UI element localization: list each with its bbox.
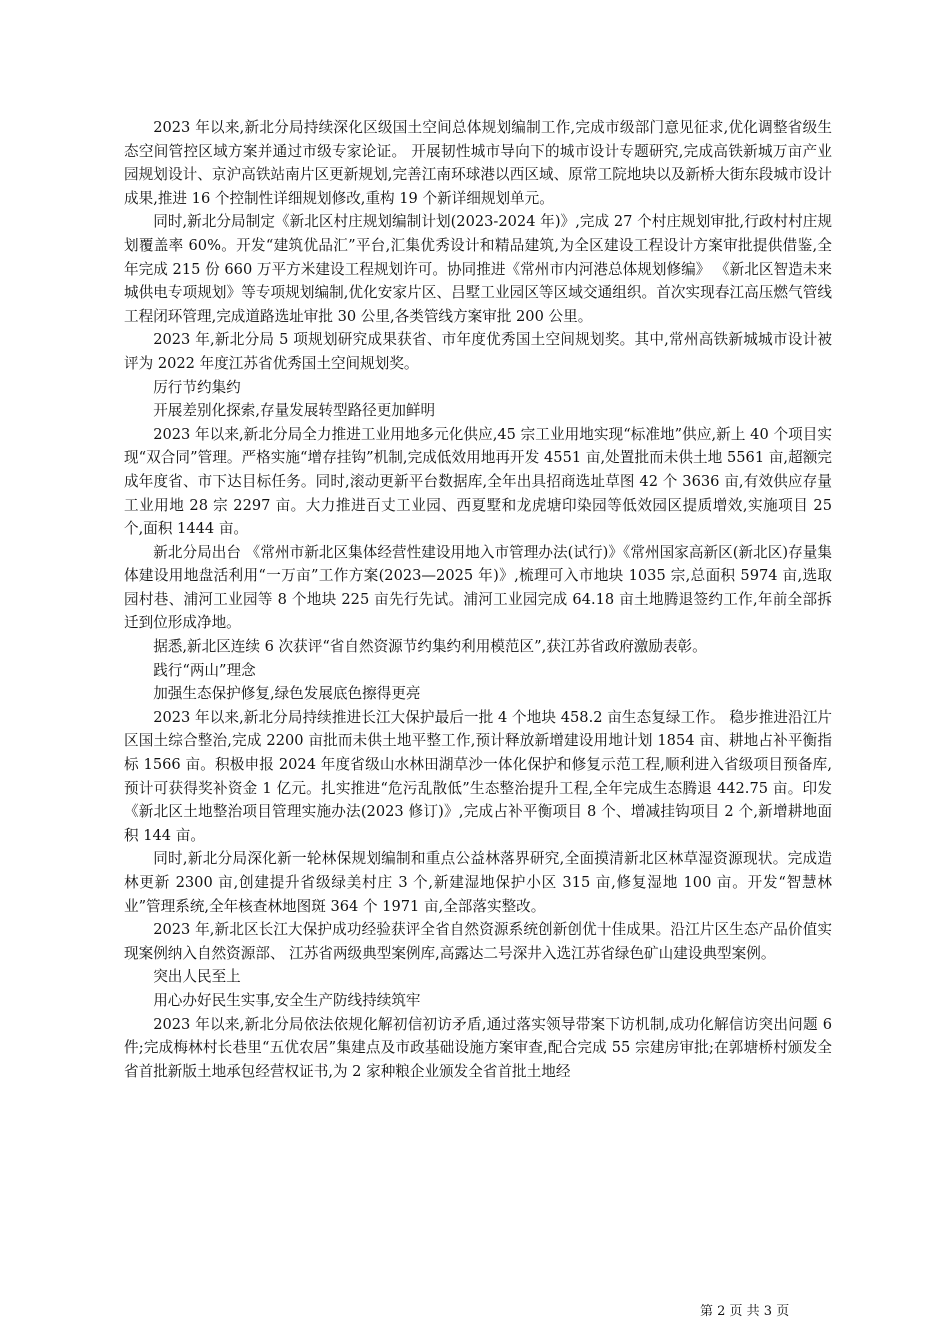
paragraph: 新北分局出台 《常州市新北区集体经营性建设用地入市管理办法(试行)》《常州国家高新区(新北区)存量集体建设用地盘活利用“一万亩”工作方案(2023—2025 年)》,梳理可入市地块 1035 宗,总面积 5974 亩,选取园村巷、浦河工业园等 8 个地块 225 亩先行先试。浦河工业园完成 64.18 亩土地腾退签约工作,年前全部拆迁到位形成净地。 [124, 543, 832, 632]
document-body [124, 116, 832, 1083]
paragraph: 2023 年以来,新北分局全力推进工业用地多元化供应,45 宗工业用地实现“标准地”供应,新上 40 个项目实现“双合同”管理。严格实施“增存挂钩”机制,完成低效用地再开发 4551 亩,处置批而未供土地 5561 亩,超额完成年度省、市下达目标任务。同时,滚动更新平台数据库,全年出具招商选址草图 42 个 3636 亩,有效供应存量工业用地 28 宗 2297 亩。大力推进百丈工业园、西夏墅和龙虎塘印染园等低效园区提质增效,实施项目 25 个,面积 1444 亩。 [124, 425, 832, 538]
section-heading: 突出人民至上 [153, 968, 241, 986]
section-subheading: 用心办好民生实事,安全生产防线持续筑牢 [153, 991, 421, 1009]
page-number-footer: 第 2 页 共 3 页 [700, 1304, 790, 1319]
paragraph: 2023 年以来,新北分局持续深化区级国土空间总体规划编制工作,完成市级部门意见征求,优化调整省级生态空间管控区域方案并通过市级专家论证。 开展韧性城市导向下的城市设计专题研究,完成高铁新城万亩产业园规划设计、京沪高铁站南片区更新规划,完善江南环球港以西区域、原常工院地块以及新桥大街东段城市设计成果,推进 16 个控制性详细规划修改,重构 19 个新详细规划单元。 [124, 119, 832, 207]
section-subheading: 开展差别化探索,存量发展转型路径更加鲜明 [153, 402, 436, 420]
paragraph: 同时,新北分局深化新一轮林保规划编制和重点公益林落界研究,全面摸清新北区林草湿资源现状。完成造林更新 2300 亩,创建提升省级绿美村庄 3 个,新建湿地保护小区 315 亩,修复湿地 100 亩。开发“智慧林业”管理系统,全年核查林地图斑 364 个 1971 亩,全部落实整改。 [124, 850, 832, 915]
paragraph: 2023 年以来,新北分局持续推进长江大保护最后一批 4 个地块 458.2 亩生态复绿工作。 稳步推进沿江片区国土综合整治,完成 2200 亩批而未供土地平整工作,预计释放新增建设用地计划 1854 亩、耕地占补平衡指标 1566 亩。积极申报 2024 年度省级山水林田湖草沙一体化保护和修复示范工程,顺利进入省级项目预备库,预计可获得奖补资金 1 亿元。扎实推进“危污乱散低”生态整治提升工程,全年完成生态腾退 442.75 亩。印发《新北区土地整治项目管理实施办法(2023 修订)》,完成占补平衡项目 8 个、增减挂钩项目 2 个,新增耕地面积 144 亩。 [124, 708, 832, 844]
paragraph: 2023 年以来,新北分局依法依规化解初信初访矛盾,通过落实领导带案下访机制,成功化解信访突出问题 6 件;完成梅林村长巷里“五优农居”集建点及市政基础设施方案审查,配合完成 55 宗建房审批;在郭塘桥村颁发全省首批新版土地承包经营权证书,为 2 家种粮企业颁发全省首批土地经 [124, 1015, 832, 1080]
paragraph: 2023 年,新北区长江大保护成功经验获评全省自然资源系统创新创优十佳成果。沿江片区生态产品价值实现案例纳入自然资源部、 江苏省两级典型案例库,高露达二号深井入选江苏省绿色矿山建设典型案例。 [124, 921, 832, 962]
paragraph: 据悉,新北区连续 6 次获评“省自然资源节约集约利用模范区”,获江苏省政府激励表彰。 [153, 638, 707, 656]
section-heading: 践行“两山”理念 [153, 661, 256, 679]
section-heading: 厉行节约集约 [153, 378, 241, 396]
section-subheading: 加强生态保护修复,绿色发展底色擦得更亮 [153, 685, 421, 703]
paragraph: 2023 年,新北分局 5 项规划研究成果获省、市年度优秀国土空间规划奖。其中,常州高铁新城城市设计被评为 2022 年度江苏省优秀国土空间规划奖。 [124, 331, 832, 372]
paragraph: 同时,新北分局制定《新北区村庄规划编制计划(2023-2024 年)》,完成 27 个村庄规划审批,行政村村庄规划覆盖率 60%。开发“建筑优品汇”平台,汇集优秀设计和精品建筑,为全区建设工程设计方案审批提供借鉴,全年完成 215 份 660 万平方米建设工程规划许可。协同推进《常州市内河港总体规划修编》 《新北区智造未来城供电专项规划》等专项规划编制,优化安家片区、吕墅工业园区等区域交通组织。首次实现春江高压燃气管线工程闭环管理,完成道路选址审批 30 公里,各类管线方案审批 200 公里。 [124, 213, 832, 325]
